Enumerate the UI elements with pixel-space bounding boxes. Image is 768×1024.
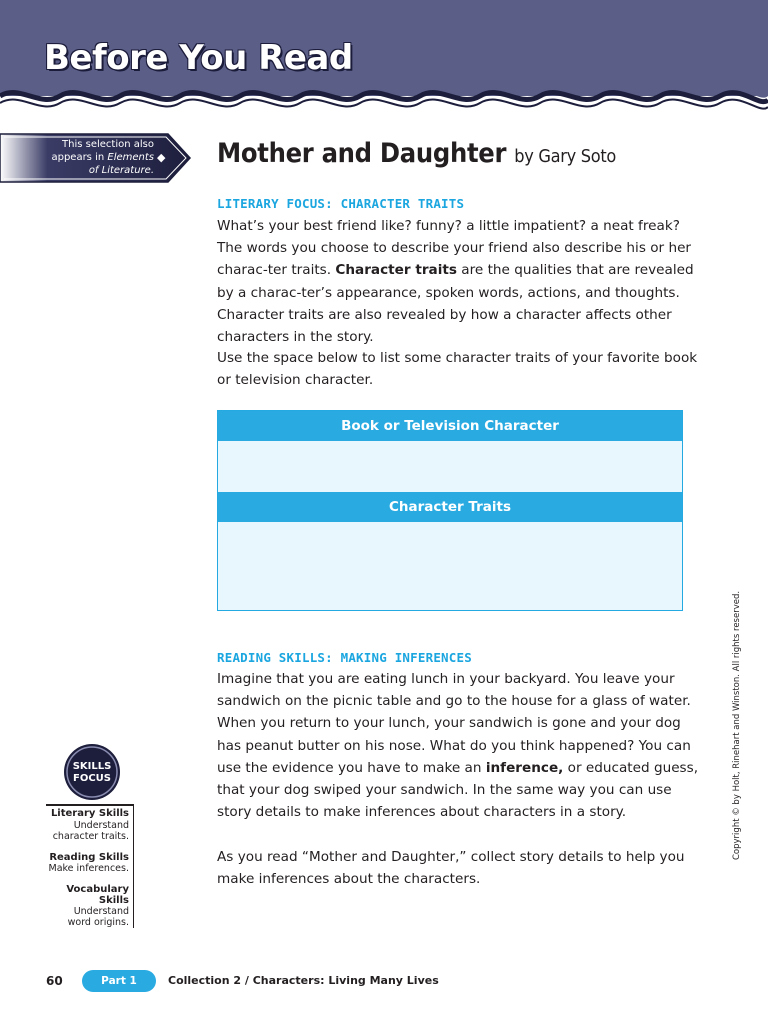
character-entry-cell[interactable]: [218, 441, 682, 492]
reading-skills-heading: READING SKILLS: MAKING INFERENCES: [217, 650, 472, 665]
traits-entry-cell[interactable]: [218, 522, 682, 610]
skills-badge-line2: FOCUS: [73, 773, 111, 784]
reading-skills-desc: Make inferences.: [48, 863, 129, 874]
reading-skills-paragraph: [217, 668, 701, 823]
page-section-title: Before You Read: [44, 38, 353, 78]
diamond-icon: ◆: [157, 151, 166, 164]
vocabulary-skills-label-1: Vocabulary: [66, 884, 129, 895]
skills-focus-badge: [62, 742, 122, 802]
literary-focus-heading: LITERARY FOCUS: CHARACTER TRAITS: [217, 196, 465, 211]
literary-skills-desc-1: Understand: [73, 820, 129, 831]
selection-title: [217, 138, 616, 169]
reading-skills-label: Reading Skills: [49, 852, 129, 863]
inference-term: inference,: [485, 759, 564, 776]
literary-skills-desc-2: character traits.: [52, 831, 129, 842]
skills-badge-line1: SKILLS: [72, 761, 112, 772]
reading-instructions: As you read “Mother and Daughter,” collect story details to help you make inferences about the characters.: [217, 849, 685, 888]
table-header-traits: Character Traits: [218, 492, 682, 522]
copyright-notice: Copyright © by Holt, Rinehart and Winston. All rights reserved.: [732, 590, 742, 860]
part-label: Part 1: [82, 970, 156, 992]
skills-focus-list: [46, 804, 134, 928]
character-traits-table: [217, 410, 683, 611]
also-line-2-prefix: appears in: [51, 152, 108, 163]
page-number: 60: [46, 974, 63, 988]
literary-focus-text-a: What’s your best friend like? funny? a little impatient? a neat freak? The words you choose to describe your friend also describe his or her charac-ter traits.: [217, 218, 692, 279]
table-instructions: Use the space below to list some character traits of your favorite book or television character.: [217, 350, 698, 389]
reading-skills-text-b: or educated guess, that your dog swiped your sandwich. In the same way you can use story details to make inferences about characters in a story.: [217, 759, 699, 821]
also-line-3: of Literature.: [88, 165, 154, 176]
selection-byline: by Gary Soto: [514, 146, 616, 167]
also-appears-note: [34, 138, 154, 177]
collection-label: Collection 2 / Characters: Living Many Lives: [168, 974, 439, 987]
literary-focus-paragraph: [217, 215, 701, 348]
literary-focus-text-b: are the qualities that are revealed by a charac-ter’s appearance, spoken words, actions, and thoughts. Character traits are also revealed by how a character affects other characters in the story.: [217, 262, 694, 346]
selection-title-text: Mother and Daughter: [217, 138, 507, 169]
literary-skills-label: Literary Skills: [50, 808, 129, 819]
table-header-character: Book or Television Character: [218, 411, 682, 441]
literary-focus-term: Character traits: [335, 262, 457, 279]
also-line-1: This selection also: [62, 139, 154, 150]
vocabulary-skills-label-2: Skills: [98, 895, 129, 906]
reading-skills-text-a: Imagine that you are eating lunch in your backyard. You leave your sandwich on the picnic table and go to the house for a glass of water. When you return to your lunch, your sandwich is gone and your dog has peanut butter on his nose. What do you think happened? You can use the evidence you have to make an: [217, 671, 691, 776]
vocabulary-skills-desc-1: Understand: [73, 906, 129, 917]
vocabulary-skills-desc-2: word origins.: [67, 917, 129, 928]
also-line-2-italic: Elements: [107, 152, 154, 163]
